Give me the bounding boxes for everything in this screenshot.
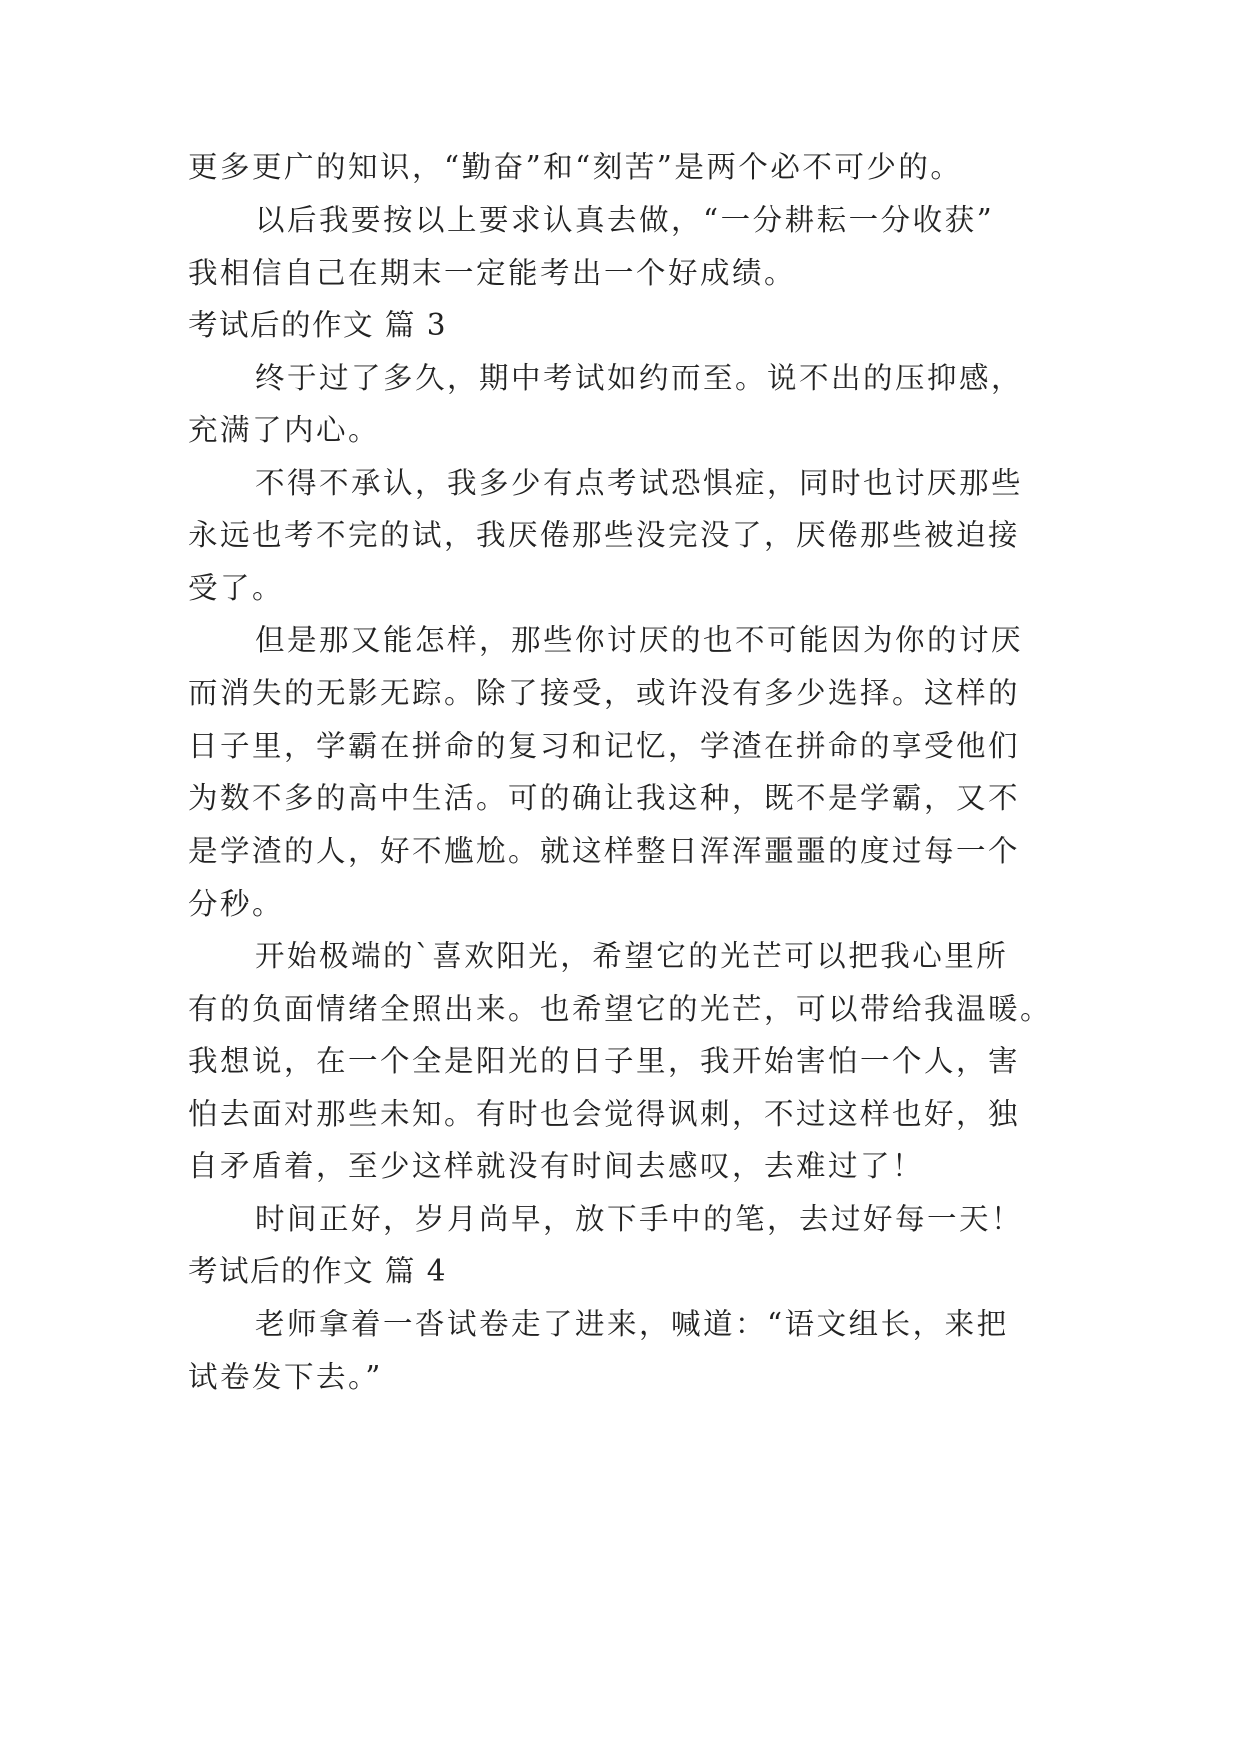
- text-line: 我想说，在一个全是阳光的日子里，我开始害怕一个人，害: [188, 1044, 1021, 1078]
- text-line: 是学渣的人，好不尴尬。就这样整日浑浑噩噩的度过每一个: [188, 834, 1021, 868]
- text-line: 永远也考不完的试，我厌倦那些没完没了，厌倦那些被迫接: [188, 518, 1021, 552]
- text-line: 分秒。: [188, 887, 285, 921]
- text-line: 试卷发下去。”: [188, 1360, 383, 1394]
- text-line: 以后我要按以上要求认真去做，“一分耕耘一分收获”: [255, 203, 995, 237]
- text-line: 怕去面对那些未知。有时也会觉得讽刺，不过这样也好，独: [188, 1097, 1021, 1131]
- text-line: 但是那又能怎样，那些你讨厌的也不可能因为你的讨厌: [255, 623, 1024, 657]
- text-line: 为数不多的高中生活。可的确让我这种，既不是学霸，又不: [188, 781, 1021, 815]
- text-line: 老师拿着一沓试卷走了进来，喊道：“语文组长，来把: [255, 1307, 1009, 1341]
- text-line: 受了。: [188, 571, 285, 605]
- text-line: 有的负面情绪全照出来。也希望它的光芒，可以带给我温暖。: [188, 992, 1053, 1026]
- text-line: 不得不承认，我多少有点考试恐惧症，同时也讨厌那些: [255, 466, 1024, 500]
- text-line: 日子里，学霸在拼命的复习和记忆，学渣在拼命的享受他们: [188, 729, 1021, 763]
- section-heading: 考试后的作文 篇 4: [188, 1254, 448, 1288]
- text-line: 时间正好，岁月尚早，放下手中的笔，去过好每一天！: [255, 1202, 1024, 1236]
- section-heading: 考试后的作文 篇 3: [188, 308, 448, 342]
- text-line: 开始极端的`喜欢阳光，希望它的光芒可以把我心里所: [255, 939, 1009, 973]
- text-line: 而消失的无影无踪。除了接受，或许没有多少选择。这样的: [188, 676, 1021, 710]
- text-line: 我相信自己在期末一定能考出一个好成绩。: [188, 256, 797, 290]
- text-line: 更多更广的知识，“勤奋”和“刻苦”是两个必不可少的。: [188, 150, 963, 184]
- text-line: 自矛盾着，至少这样就没有时间去感叹，去难过了！: [188, 1149, 925, 1183]
- text-line: 充满了内心。: [188, 413, 381, 447]
- text-line: 终于过了多久，期中考试如约而至。说不出的压抑感，: [255, 361, 1024, 395]
